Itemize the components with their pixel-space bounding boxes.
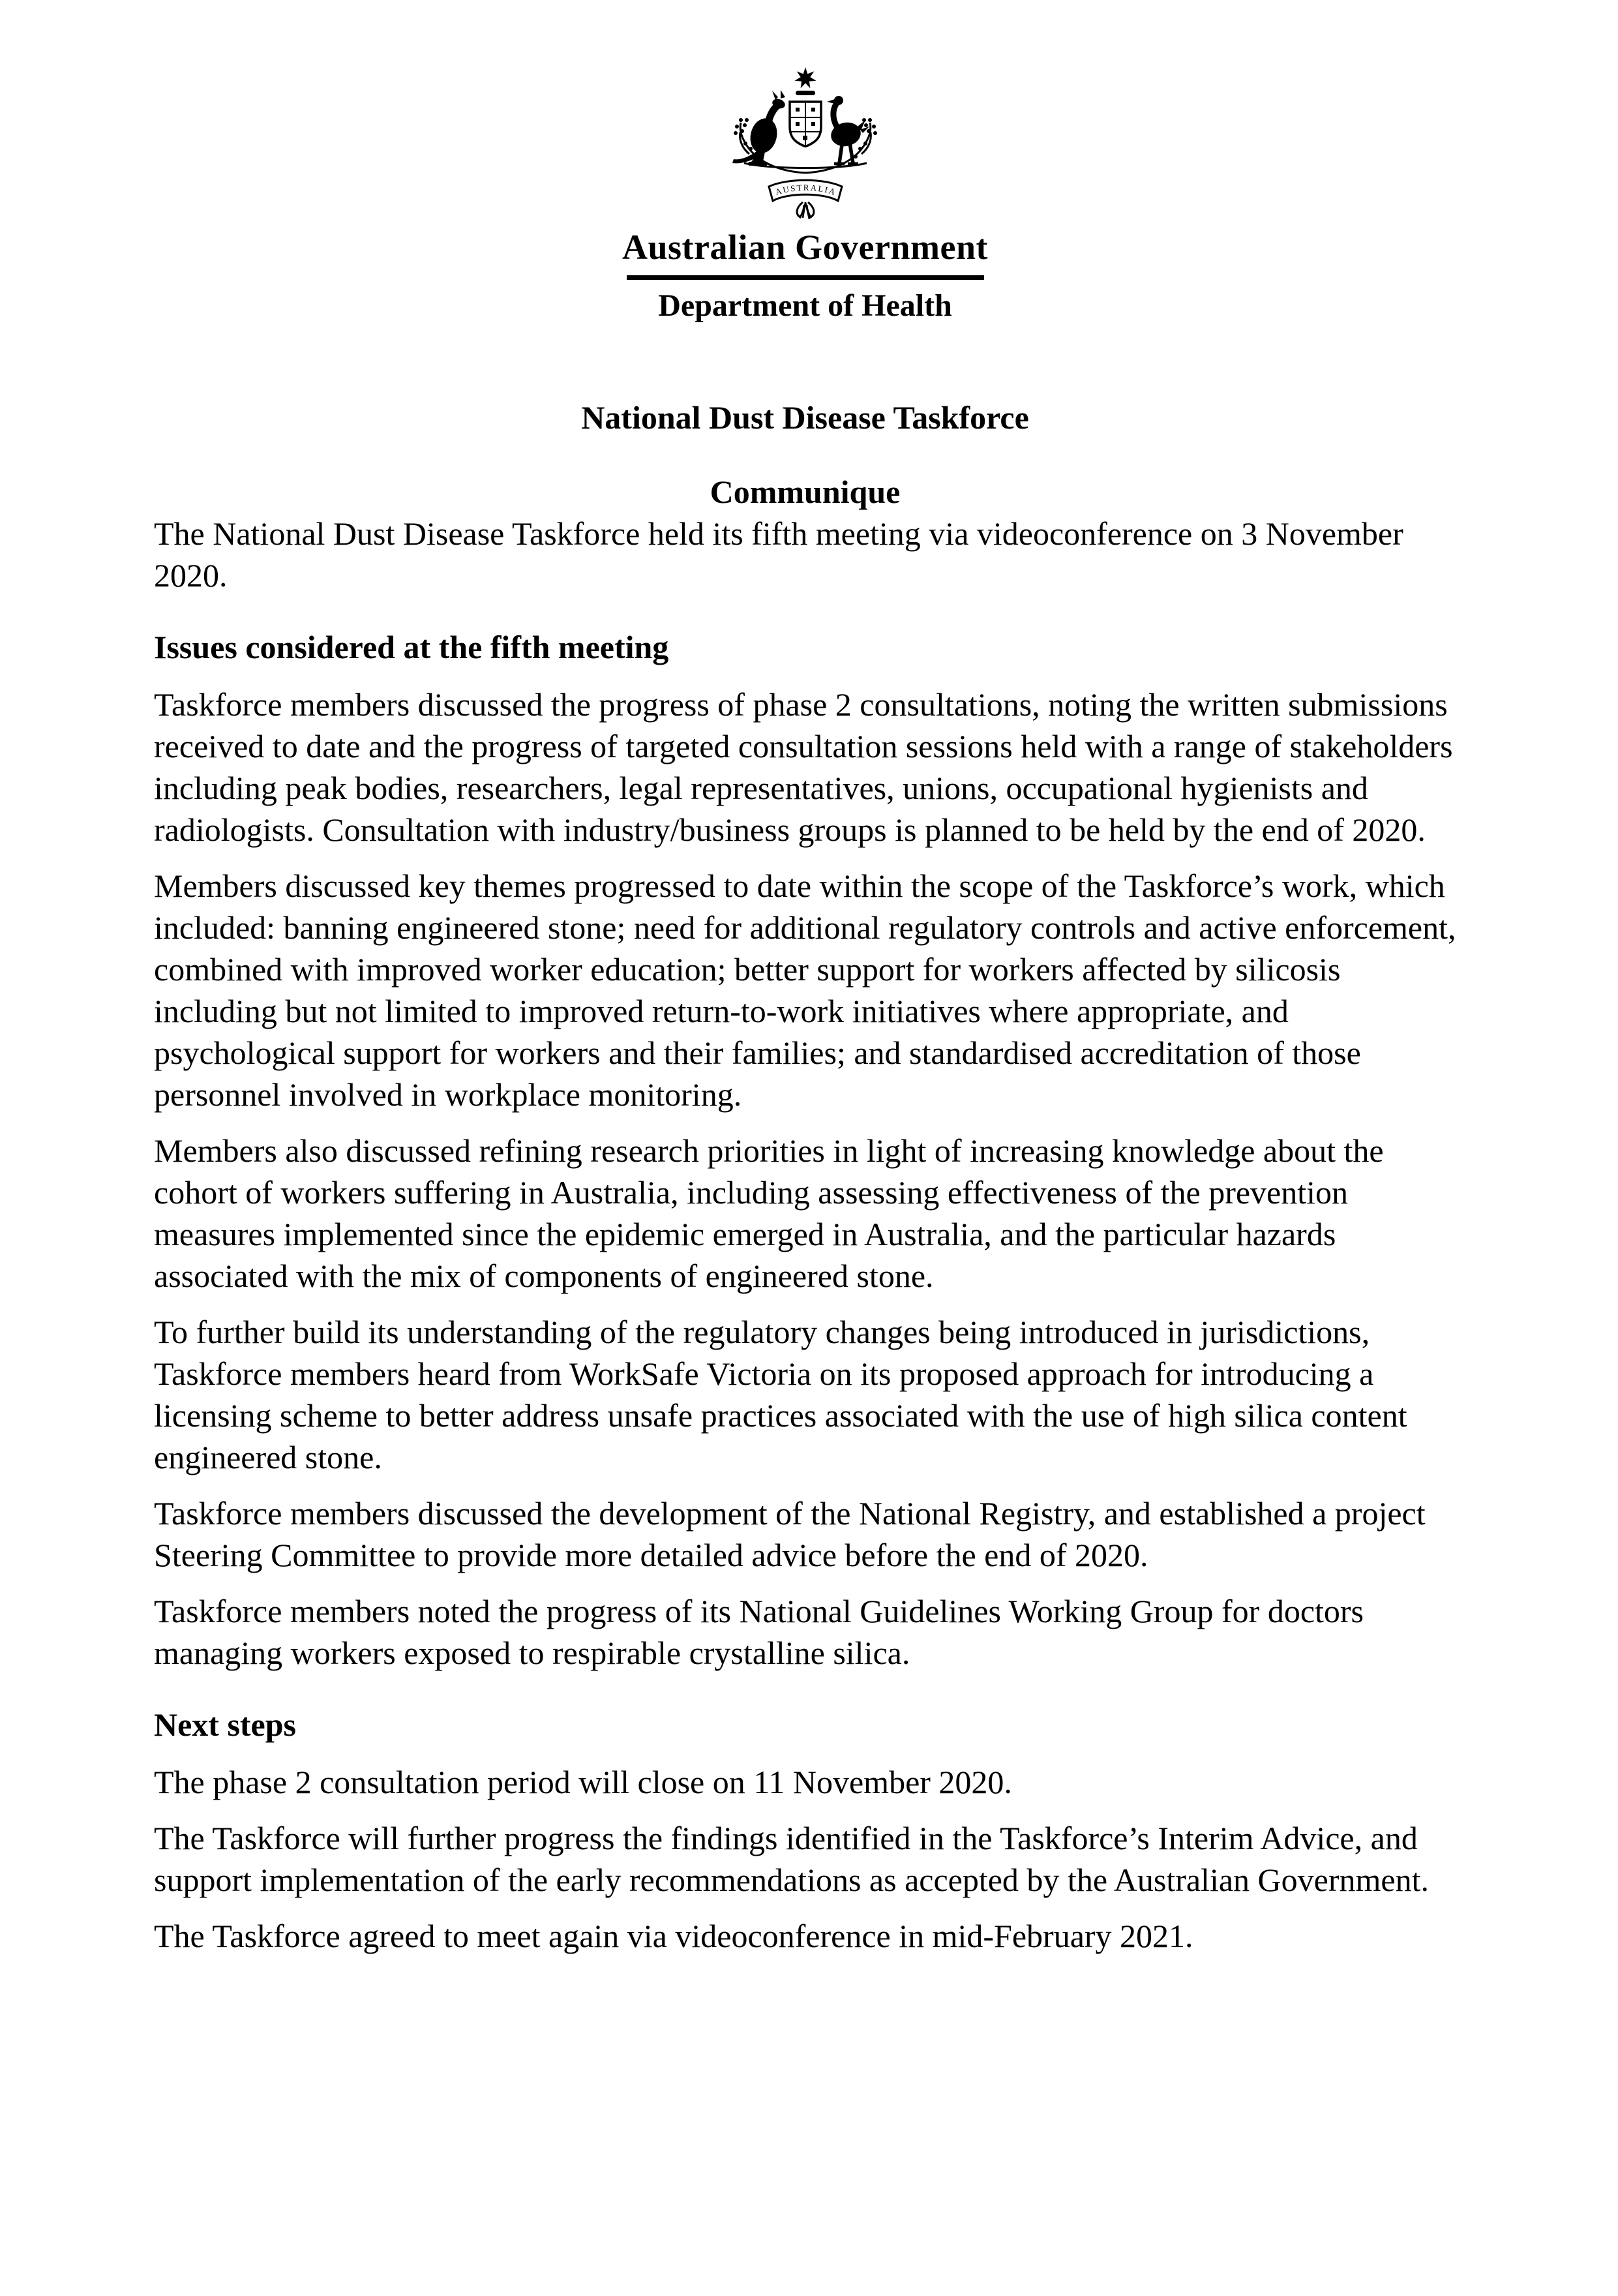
paragraph: Members discussed key themes progressed to date within the scope of the Taskforce’s work, which included: banning engineered stone; need for additional regulatory controls and active enforcement, combined with improved worker education; better support for workers affected by silicosis including but not limited to improved return-to-work initiatives where appropriate, and psychological support for workers and their families; and standardised accreditation of those personnel involved in workplace monitoring. (154, 868, 1456, 1113)
section-heading: Next steps (154, 1706, 297, 1744)
paragraph: Taskforce members discussed the progress of phase 2 consultations, noting the written submissions received to date and the progress of targeted consultation sessions held with a range of stakeholders including peak bodies, researchers, legal representatives, unions, occupational hygienists and radiologists. Consultation with industry/business groups is planned to be held by the end of 2020. (154, 686, 1453, 849)
banner-text: AUSTRALIA (773, 182, 838, 198)
ribbon-bow-icon (797, 202, 814, 219)
intro-paragraph: The National Dust Disease Taskforce held its fifth meeting via videoconference on 3 November 2020. (154, 515, 1403, 594)
commonwealth-star-icon (794, 67, 816, 95)
australian-coat-of-arms-icon (708, 65, 903, 222)
page-subtitle: Communique (710, 474, 901, 511)
government-label: Australian Government (622, 228, 988, 267)
department-label: Department of Health (658, 288, 952, 324)
paragraph: To further build its understanding of the regulatory changes being introduced in jurisdictions, Taskforce members heard from WorkSafe Victoria on its proposed approach for introducing a licensing scheme to better address unsafe practices associated with the use of high silica content engineered stone. (154, 1314, 1407, 1476)
australia-banner (769, 180, 842, 201)
paragraph: The Taskforce agreed to meet again via videoconference in mid-February 2021. (154, 1918, 1193, 1955)
paragraph: The Taskforce will further progress the findings identified in the Taskforce’s Interim Advice, and support implementation of the early recommendations as accepted by the Australian Government. (154, 1820, 1429, 1899)
shield-icon (790, 102, 821, 147)
section-heading: Issues considered at the fifth meeting (154, 629, 669, 666)
section-next-steps (154, 1704, 1456, 1957)
paragraph: The phase 2 consultation period will close on 11 November 2020. (154, 1764, 1012, 1801)
logo-divider (627, 275, 984, 280)
paragraph: Taskforce members discussed the development of the National Registry, and established a project Steering Committee to provide more detailed advice before the end of 2020. (154, 1495, 1426, 1574)
page-title: National Dust Disease Taskforce (581, 399, 1029, 436)
paragraph: Members also discussed refining research priorities in light of increasing knowledge about the cohort of workers suffering in Australia, including assessing effectiveness of the prevention measures implemented since the epidemic emerged in Australia, and the particular hazards associated with the mix of components of engineered stone. (154, 1132, 1384, 1295)
agency-logo-block (154, 65, 1456, 324)
paragraph: Taskforce members noted the progress of its National Guidelines Working Group for doctors managing workers exposed to respirable crystalline silica. (154, 1593, 1364, 1672)
section-issues-considered (154, 626, 1456, 1674)
